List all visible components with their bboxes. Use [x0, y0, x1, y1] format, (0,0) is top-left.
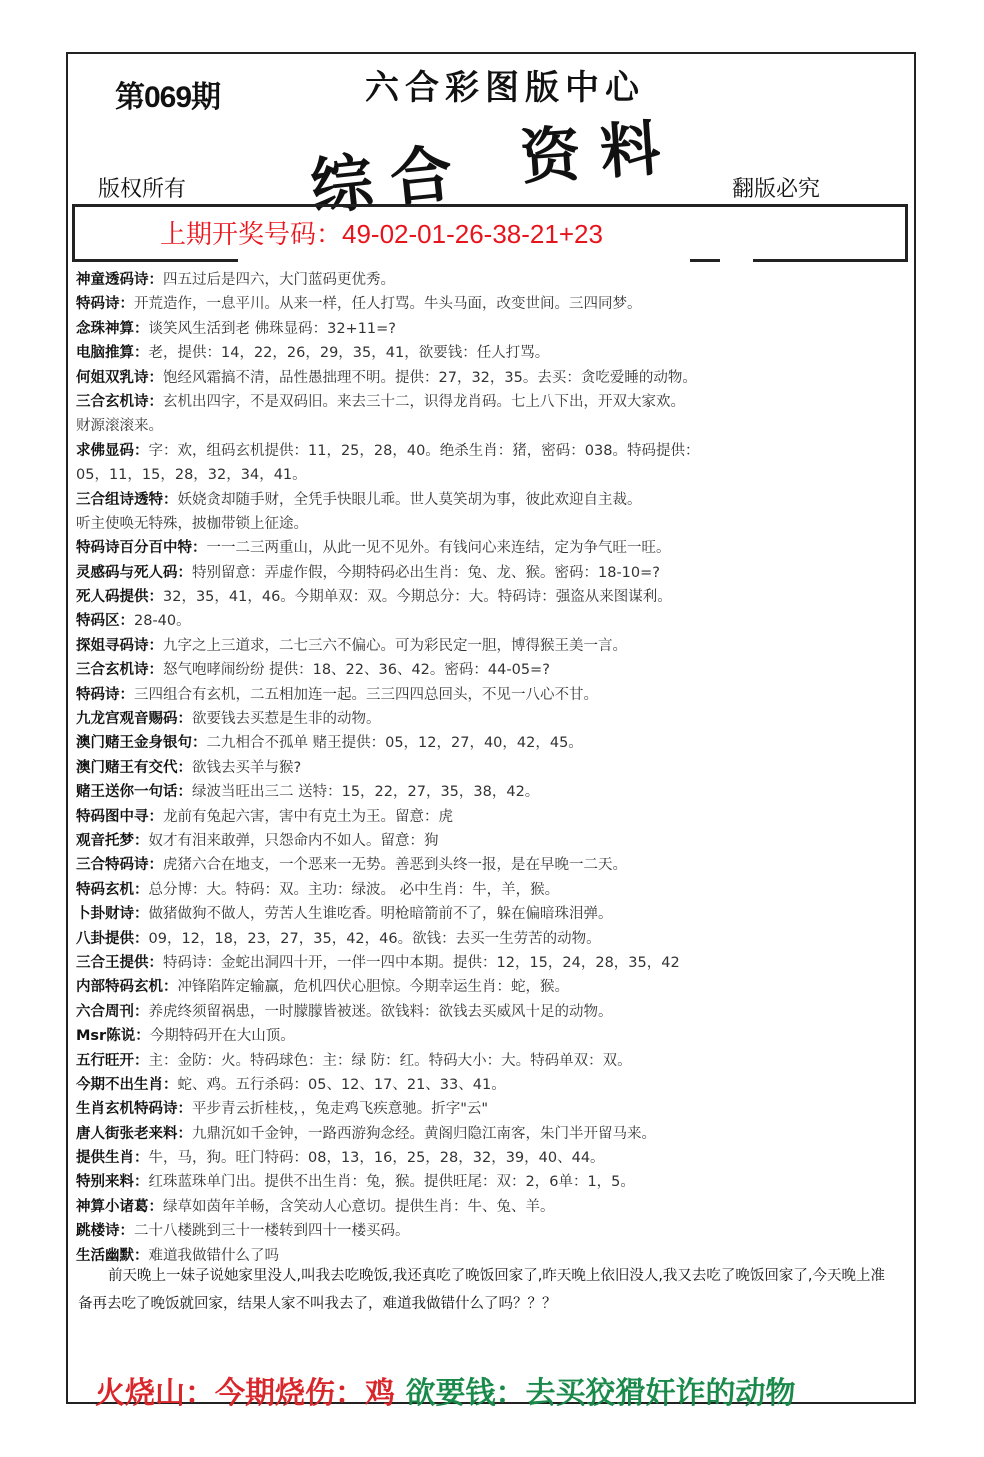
list-item — [76, 1024, 916, 1048]
item-key: 灵感码与死人码： — [76, 564, 192, 581]
list-item — [76, 902, 916, 926]
item-value: 冲锋陷阵定输赢，危机四伏心胆惊。今期幸运生肖：蛇，猴。 — [177, 979, 569, 996]
item-key: 电脑推算： — [76, 345, 149, 362]
item-value: 特码诗：金蛇出洞四十开，一伴一四中本期。提供：12，15，24，28，35，42 — [163, 954, 680, 971]
item-key: 三合玄机诗： — [76, 662, 163, 679]
list-item — [76, 878, 916, 902]
item-value: 二十八楼跳到三十一楼转到四十一楼买码。 — [134, 1223, 410, 1240]
item-value: 龙前有兔起六害，害中有克土为王。留意：虎 — [163, 808, 453, 825]
last-draw-label: 上期开奖号码： — [160, 219, 343, 249]
item-value: 养虎终须留祸患，一时朦朦皆被迷。欲钱料：欲钱去买威风十足的动物。 — [148, 1003, 613, 1020]
list-item — [76, 707, 916, 731]
issue-number: 第069期 — [115, 81, 221, 114]
item-key: 三合玄机诗： — [76, 393, 163, 410]
item-key: 特码诗： — [76, 686, 134, 703]
list-item — [76, 1122, 916, 1146]
list-item — [76, 512, 916, 536]
list-item — [76, 536, 916, 560]
copyright-right: 翻版必究 — [732, 177, 821, 202]
list-item — [76, 1097, 916, 1121]
item-key: 三合王提供： — [76, 954, 163, 971]
item-value: 09，12，18，23，27，35，42，46。欲钱：去买一生劳苦的动物。 — [148, 930, 601, 947]
list-item — [76, 292, 916, 316]
list-item — [76, 1049, 916, 1073]
list-item — [76, 268, 916, 292]
list-item — [76, 1073, 916, 1097]
tips-list — [76, 268, 916, 1268]
item-key: 三合组诗透特： — [76, 491, 178, 508]
footer-green-text: 欲要钱：去买狡猾奸诈的动物 — [405, 1376, 796, 1411]
list-item — [76, 341, 916, 365]
item-key: 内部特码玄机： — [76, 979, 178, 996]
list-item — [76, 634, 916, 658]
item-key: 何姐双乳诗： — [76, 369, 163, 386]
item-value: 开荒造作，一息平川。从来一样，任人打骂。牛头马面，改变世间。三四同梦。 — [134, 296, 642, 313]
item-key: 特码区： — [76, 613, 134, 630]
item-value: 字：欢，组码玄机提供：11，25，28，40。绝杀生肖：猪，密码：038。特码提供： — [148, 442, 700, 459]
list-item — [76, 731, 916, 755]
list-item — [76, 1195, 916, 1219]
item-value: 总分博：大。特码：双。主功：绿波。 必中生肖：牛，羊，猴。 — [148, 881, 560, 898]
item-key: 念珠神算： — [76, 320, 149, 337]
list-item — [76, 561, 916, 585]
item-value: 妖娆贪却随手财，全凭手快眼儿乖。世人莫笑胡为事，彼此欢迎自主裁。 — [177, 491, 642, 508]
item-value: 一一二三两重山，从此一见不见外。有钱问心来连结，定为争气旺一旺。 — [206, 540, 671, 557]
list-item — [76, 463, 916, 487]
item-key: Msr陈说： — [76, 1028, 150, 1045]
publisher-title: 六合彩图版中心 — [365, 68, 645, 108]
main-title-part1: 综合 — [307, 134, 474, 225]
item-key: 特码诗百分百中特： — [76, 540, 207, 557]
item-key: 九龙宫观音赐码： — [76, 711, 192, 728]
item-value: 饱经风霜搞不清，品性愚拙理不明。提供：27，32，35。去买：贪吃爱睡的动物。 — [163, 369, 697, 386]
item-value: 主：金防：火。特码球色：主：绿 防：红。特码大小：大。特码单双：双。 — [148, 1052, 632, 1069]
list-item — [76, 439, 916, 463]
footer-banner — [95, 1368, 795, 1412]
item-value: 三四组合有玄机，二五相加连一起。三三四四总回头，不见一八心不甘。 — [134, 686, 598, 703]
item-key: 三合特码诗： — [76, 857, 163, 874]
item-value: 虎猪六合在地支，一个恶来一无势。善恶到头终一报，是在早晚一二天。 — [163, 857, 627, 874]
item-key: 唐人街张老来料： — [76, 1125, 192, 1142]
item-value: 05，11，15，28，32，34，41。 — [76, 467, 307, 484]
story-text: 前天晚上一妹子说她家里没人,叫我去吃晚饭,我还真吃了晚饭回家了,昨天晚上依旧没人,我又去吃了晚饭回家了,今天晚上准备再去吃了晚饭就回家，结果人家不叫我去了，难道我做错什么了吗？？？ — [78, 1268, 886, 1312]
item-key: 特码图中寻： — [76, 808, 163, 825]
item-value: 谈笑风生活到老 佛珠显码：32+11=? — [148, 320, 397, 337]
list-item — [76, 927, 916, 951]
item-key: 特别来料： — [76, 1174, 149, 1191]
list-item — [76, 951, 916, 975]
list-item — [76, 780, 916, 804]
result-box-border — [753, 259, 908, 262]
list-item — [76, 488, 916, 512]
item-value: 九字之上三道求，二七三六不偏心。可为彩民定一胆，博得猴王美一言。 — [163, 637, 627, 654]
item-key: 澳门赌王有交代： — [76, 759, 192, 776]
item-value: 28-40。 — [134, 613, 191, 630]
item-value: 九鼎沉如千金钟，一路西游狗念经。黄阁归隐江南客，朱门半开留马来。 — [192, 1125, 656, 1142]
item-key: 六合周刊： — [76, 1003, 149, 1020]
last-draw-result — [160, 214, 603, 251]
result-box-border — [690, 259, 720, 262]
item-key: 生肖玄机特码诗： — [76, 1101, 192, 1118]
list-item — [76, 829, 916, 853]
item-value: 奴才有泪来敢弹，只怨命内不如人。留意：狗 — [148, 832, 439, 849]
item-value: 玄机出四字，不是双码旧。来去三十二，识得龙肖码。七上八下出，开双大家欢。 — [163, 393, 685, 410]
result-box-border — [72, 259, 238, 262]
item-value: 难道我做错什么了吗 — [148, 1247, 279, 1264]
list-item — [76, 975, 916, 999]
item-key: 卜卦财诗： — [76, 906, 149, 923]
list-item — [76, 1146, 916, 1170]
item-key: 求佛显码： — [76, 442, 149, 459]
item-key: 五行旺开： — [76, 1052, 149, 1069]
item-key: 神童透码诗： — [76, 272, 163, 288]
item-value: 做猪做狗不做人，劳苦人生谁吃香。明枪暗箭前不了，躲在偏暗珠泪弹。 — [148, 906, 613, 923]
list-item — [76, 366, 916, 390]
humor-story — [78, 1262, 898, 1318]
item-key: 神算小诸葛： — [76, 1198, 163, 1215]
list-item — [76, 414, 916, 438]
item-value: 特别留意：弄虚作假，今期特码必出生肖：兔、龙、猴。密码：18-10=? — [192, 564, 660, 581]
item-key: 跳楼诗： — [76, 1223, 134, 1240]
item-value: 怒气咆哮闹纷纷 提供：18、22、36、42。密码：44-05=? — [163, 662, 550, 679]
copyright-left: 版权所有 — [98, 177, 187, 202]
item-key: 提供生肖： — [76, 1150, 149, 1167]
item-value: 四五过后是四六，大门蓝码更优秀。 — [163, 272, 395, 288]
list-item — [76, 585, 916, 609]
item-key: 死人码提供： — [76, 589, 163, 606]
list-item — [76, 317, 916, 341]
item-value: 欲要钱去买惹是生非的动物。 — [192, 711, 381, 728]
item-key: 赌王送你一句话： — [76, 784, 192, 801]
item-value: 欲钱去买羊与猴? — [192, 759, 302, 776]
item-value: 牛，马，狗。旺门特码：08，13，16，25，28，32，39，40、44。 — [148, 1150, 605, 1167]
item-key: 特码玄机： — [76, 881, 149, 898]
list-item — [76, 756, 916, 780]
item-value: 绿波当旺出三二 送特：15，22，27，35，38，42。 — [192, 784, 540, 801]
footer-red-text: 火烧山：今期烧伤：鸡 — [95, 1376, 395, 1411]
list-item — [76, 390, 916, 414]
list-item — [76, 805, 916, 829]
item-key: 八卦提供： — [76, 930, 149, 947]
list-item — [76, 609, 916, 633]
list-item — [76, 853, 916, 877]
item-value: 32，35，41，46。今期单双：双。今期总分：大。特码诗：强盗从来图谋利。 — [163, 589, 672, 606]
last-draw-numbers: 49-02-01-26-38-21+23 — [342, 219, 603, 249]
item-key: 澳门赌王金身银句： — [76, 735, 207, 752]
list-item — [76, 683, 916, 707]
list-item — [76, 658, 916, 682]
list-item — [76, 1170, 916, 1194]
item-value: 今期特码开在大山顶。 — [149, 1028, 295, 1045]
list-item — [76, 1219, 916, 1243]
item-key: 特码诗： — [76, 296, 134, 313]
item-value: 听主使唤无特殊，披枷带锁上征途。 — [76, 515, 308, 532]
item-value: 二九相合不孤单 赌王提供：05，12，27，40，42，45。 — [206, 735, 583, 752]
item-key: 今期不出生肖： — [76, 1076, 178, 1093]
item-value: 老，提供：14，22，26，29，35，41，欲要钱：任人打骂。 — [148, 345, 550, 362]
item-key: 生活幽默： — [76, 1247, 149, 1264]
item-value: 财源滚滚来。 — [76, 418, 163, 435]
main-title-part2: 资料 — [518, 112, 683, 194]
item-value: 红珠蓝珠单门出。提供不出生肖：兔，猴。提供旺尾：双：2，6单：1，5。 — [148, 1174, 635, 1191]
item-key: 探姐寻码诗： — [76, 637, 163, 654]
list-item — [76, 1000, 916, 1024]
item-value: 平步青云折桂枝，，兔走鸡飞疾意驰。折字"云" — [192, 1101, 489, 1118]
item-value: 蛇、鸡。五行杀码：05、12、17、21、33、41。 — [177, 1076, 506, 1093]
item-key: 观音托梦： — [76, 832, 149, 849]
item-value: 绿草如茵年羊畅，含笑动人心意切。提供生肖：牛、兔、羊。 — [163, 1198, 555, 1215]
